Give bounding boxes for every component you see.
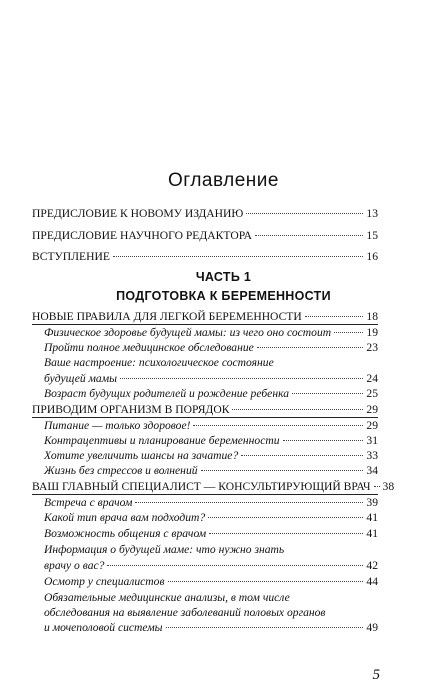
leader-dots: [193, 425, 363, 426]
toc-section[interactable]: [44, 527, 378, 541]
leader-dots: [208, 517, 363, 518]
toc-page-number: 16: [366, 250, 378, 263]
leader-dots: [120, 378, 363, 379]
toc-section[interactable]: [44, 341, 378, 355]
leader-dots: [166, 627, 364, 628]
leader-dots: [113, 256, 364, 257]
leader-dots: [232, 409, 363, 410]
toc-section-first-line: Информация о будущей маме: что нужно знать: [44, 543, 285, 556]
toc-page-number: 13: [366, 207, 378, 220]
toc-entry-text: Хотите увеличить шансы на зачатие?: [44, 449, 239, 462]
toc-entry-text: Осмотр у специалистов: [44, 575, 165, 588]
toc-entry-text: ВАШ ГЛАВНЫЙ СПЕЦИАЛИСТ — КОНСУЛЬТИРУЮЩИЙ ВРАЧ: [32, 480, 371, 493]
toc-entry-text: Возможность общения с врачом: [44, 527, 207, 540]
toc-page-number: 31: [366, 434, 378, 447]
toc-page-number: 25: [366, 387, 378, 400]
toc-section-second-line: обследования на выявление заболеваний половых органов: [44, 606, 326, 619]
leader-dots: [292, 393, 363, 394]
toc-entry-text: Возраст будущих родителей и рождение ребенка: [44, 387, 289, 400]
leader-dots: [168, 581, 364, 582]
toc-page-number: 23: [366, 341, 378, 354]
toc-chapter[interactable]: [32, 480, 395, 494]
toc-page-number: 19: [366, 326, 378, 339]
toc-section[interactable]: [44, 372, 378, 386]
leader-dots: [334, 332, 363, 333]
toc-entry-text: ПРЕДИСЛОВИЕ К НОВОМУ ИЗДАНИЮ: [32, 207, 244, 220]
toc-chapter[interactable]: [32, 403, 378, 417]
toc-entry-text: Встреча с врачом: [44, 496, 133, 509]
toc-section[interactable]: [44, 326, 378, 340]
leader-dots: [201, 470, 364, 471]
toc-entry-text: ПРИВОДИМ ОРГАНИЗМ В ПОРЯДОК: [32, 403, 230, 416]
toc-entry-text: Контрацептивы и планирование беременности: [44, 434, 280, 447]
toc-page-number: 18: [366, 310, 378, 323]
part-number: ЧАСТЬ 1: [195, 270, 252, 284]
toc-section[interactable]: [44, 419, 378, 433]
toc-page-number: 41: [366, 527, 378, 540]
toc-section[interactable]: [44, 449, 378, 463]
toc-page-number: 42: [366, 559, 378, 572]
toc-section[interactable]: [44, 387, 378, 401]
part-name: ПОДГОТОВКА К БЕРЕМЕННОСТИ: [116, 289, 331, 303]
toc-entry-text: Питание — только здоровое!: [44, 419, 191, 432]
toc-page-number: 49: [366, 621, 378, 634]
toc-section-first-line: Ваше настроение: психологическое состояние: [44, 356, 274, 369]
toc-page-number: 38: [382, 480, 395, 493]
toc-entry-text: Жизнь без стрессов и волнений: [44, 464, 198, 477]
toc-chapter[interactable]: [32, 310, 378, 324]
toc-entry-text: Физическое здоровье будущей мамы: из чего оно состоит: [44, 326, 332, 339]
toc-section[interactable]: [44, 464, 378, 478]
toc-page-number: 41: [366, 511, 378, 524]
leader-dots: [374, 486, 380, 487]
toc-entry-text: Пройти полное медицинское обследование: [44, 341, 254, 354]
leader-dots: [241, 455, 363, 456]
toc-entry-text: врачу о вас?: [44, 559, 105, 572]
toc-section[interactable]: [44, 575, 378, 589]
toc-section[interactable]: [44, 559, 378, 573]
toc-entry-text: Какой тип врача вам подходит?: [44, 511, 206, 524]
leader-dots: [209, 533, 363, 534]
toc-page-number: 44: [366, 575, 378, 588]
toc-entry-text: будущей мамы: [44, 372, 117, 385]
contents-title: Оглавление: [168, 170, 279, 191]
toc-section[interactable]: [44, 511, 378, 525]
leader-dots: [246, 213, 363, 214]
chapter-rule: [32, 324, 378, 325]
toc-page-number: 15: [366, 229, 378, 242]
toc-front-introduction[interactable]: [32, 250, 378, 264]
toc-section[interactable]: [44, 621, 378, 635]
leader-dots: [283, 440, 364, 441]
page-number: 5: [372, 667, 380, 683]
leader-dots: [107, 565, 363, 566]
toc-entry-text: ВСТУПЛЕНИЕ: [32, 250, 110, 263]
toc-page-number: 29: [366, 419, 378, 432]
toc-page-number: 33: [366, 449, 378, 462]
chapter-rule: [32, 417, 378, 418]
toc-front-foreword-new[interactable]: [32, 207, 378, 221]
toc-entry-text: и мочеполовой системы: [44, 621, 163, 634]
toc-entry-text: НОВЫЕ ПРАВИЛА ДЛЯ ЛЕГКОЙ БЕРЕМЕННОСТИ: [32, 310, 302, 323]
leader-dots: [257, 347, 364, 348]
toc-section[interactable]: [44, 496, 378, 510]
toc-page-number: 24: [366, 372, 378, 385]
leader-dots: [305, 316, 364, 317]
toc-page-number: 29: [366, 403, 378, 416]
toc-front-foreword-editor[interactable]: [32, 229, 378, 243]
toc-page-number: 39: [366, 496, 378, 509]
chapter-rule: [32, 494, 378, 495]
leader-dots: [135, 502, 363, 503]
leader-dots: [255, 235, 363, 236]
toc-section[interactable]: [44, 434, 378, 448]
toc-section-first-line: Обязательные медицинские анализы, в том числе: [44, 591, 290, 604]
toc-entry-text: ПРЕДИСЛОВИЕ НАУЧНОГО РЕДАКТОРА: [32, 229, 253, 242]
toc-page-number: 34: [366, 464, 378, 477]
